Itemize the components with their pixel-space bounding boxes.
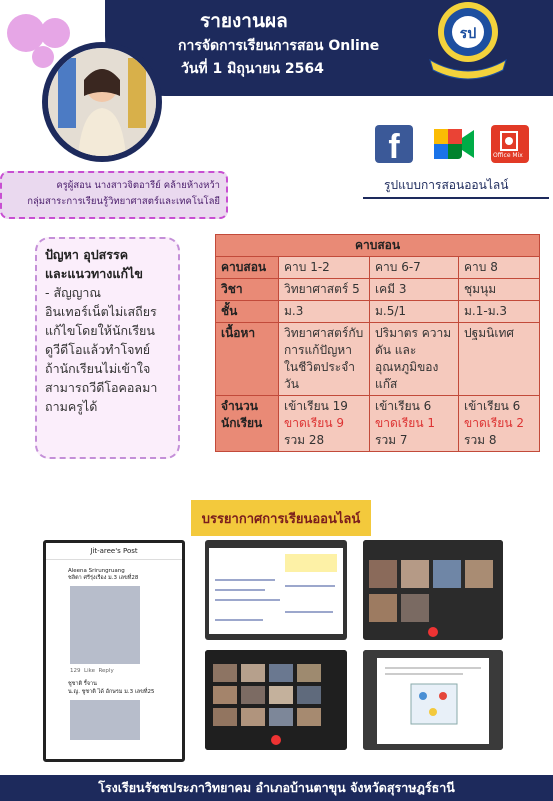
commenter-name: ชูชาติ รี้จาน: [68, 681, 97, 687]
teacher-name: ครูผู้สอน นางสาวจิตอารีย์ คล้ายห้างหว้า: [56, 180, 220, 191]
screenshot-video-call: [363, 540, 503, 640]
table-header: คาบสอน: [216, 235, 540, 257]
problem-heading: และแนวทางแก้ไข: [45, 266, 143, 281]
svg-text:f: f: [388, 128, 400, 163]
problem-line: อินเทอร์เน็ตไม่เสถียร: [45, 304, 157, 319]
total-count: รวม 7: [375, 433, 408, 447]
table-row: [216, 301, 540, 323]
table-cell: คาบ 1-2: [279, 257, 370, 279]
school-logo: [425, 0, 511, 80]
problem-line: ถ้านักเรียนไม่เข้าใจ: [45, 361, 151, 376]
row-label: ชั้น: [216, 301, 279, 323]
table-cell: วิทยาศาสตร์ 5: [279, 279, 370, 301]
problem-line: ดูวีดีโอแล้วทำโจทย์: [45, 342, 151, 357]
lesson-table: [215, 234, 540, 452]
absent-count: ขาดเรียน 2: [464, 416, 524, 430]
absent-count: ขาดเรียน 9: [284, 416, 344, 430]
table-row: [216, 257, 540, 279]
row-label: คาบสอน: [216, 257, 279, 279]
screenshot-whiteboard: [205, 540, 347, 640]
table-cell: ม.3: [279, 301, 370, 323]
report-date: วันที่ 1 มิถุนายน 2564: [181, 61, 324, 77]
table-row: [216, 396, 540, 452]
table-cell: [370, 396, 459, 452]
absent-count: ขาดเรียน 1: [375, 416, 435, 430]
table-cell: คาบ 8: [459, 257, 540, 279]
page-title: รายงานผล: [200, 10, 288, 32]
reaction-count: 129: [70, 668, 81, 674]
present-count: เข้าเรียน 6: [375, 399, 432, 413]
table-cell: เคมี 3: [370, 279, 459, 301]
footer-school-name: โรงเรียนรัชชประภาวิทยาคม อำเภอบ้านตาขุน จังหวัดสุราษฎร์ธานี: [0, 775, 553, 801]
comment-text: น.ญ. ชูชาติ ได้ อักษรม ม.3 เลขที่25: [68, 689, 155, 695]
table-cell: คาบ 6-7: [370, 257, 459, 279]
problem-heading: ปัญหา อุปสรรค: [45, 247, 129, 262]
screenshot-document: [363, 650, 503, 750]
reaction-bar: [46, 664, 182, 674]
post-title: Jit-aree's Post: [46, 543, 182, 560]
table-cell: [279, 396, 370, 452]
table-row: [216, 323, 540, 396]
online-format-label: รูปแบบการสอนออนไลน์: [384, 178, 509, 192]
commenter-name: Aleena Srirungruang: [68, 568, 125, 574]
reply-link[interactable]: Reply: [98, 668, 114, 674]
table-cell: ปฐมนิเทศ: [459, 323, 540, 396]
table-cell: ม.5/1: [370, 301, 459, 323]
svg-text:รป: รป: [459, 26, 477, 42]
office-mix-label: Office Mix: [493, 152, 523, 159]
teacher-photo: [48, 48, 156, 156]
screenshot-facebook-post: [43, 540, 185, 762]
table-cell: ชุมนุม: [459, 279, 540, 301]
comment-text: ชลิตา ศรีรุ่งเรือง ม.3 เลขที่28: [68, 575, 139, 581]
row-label: วิชา: [216, 279, 279, 301]
total-count: รวม 28: [284, 433, 325, 447]
atmosphere-banner: บรรยากาศการเรียนออนไลน์: [191, 500, 371, 536]
facebook-icon: [375, 125, 413, 163]
row-label: จำนวน นักเรียน: [216, 396, 279, 452]
problem-line: - สัญญาณ: [45, 285, 102, 300]
office-mix-icon: [491, 125, 529, 163]
table-cell: วิทยาศาสตร์กับการแก้ปัญหาในชีวิตประจำวัน: [279, 323, 370, 396]
table-cell: ม.1-ม.3: [459, 301, 540, 323]
divider: [363, 197, 549, 199]
problem-line: แก้ไขโดยให้นักเรียน: [45, 323, 155, 338]
problem-line: สามารถวีดีโอคอลมา: [45, 380, 158, 395]
teacher-department: กลุ่มสาระการเรียนรู้วิทยาศาสตร์และเทคโนโลยี: [27, 196, 220, 207]
present-count: เข้าเรียน 19: [284, 399, 348, 413]
decor-bubble: [32, 46, 54, 68]
teacher-info: [0, 171, 228, 219]
decor-bubble: [40, 18, 70, 48]
present-count: เข้าเรียน 6: [464, 399, 521, 413]
row-label: เนื้อหา: [216, 323, 279, 396]
table-cell: [459, 396, 540, 452]
page-subtitle: การจัดการเรียนการสอน Online: [178, 38, 380, 54]
problem-box: [35, 237, 180, 459]
problem-line: ถามครูได้: [45, 399, 98, 414]
google-meet-icon: [432, 125, 470, 163]
comment-image: [70, 700, 140, 740]
like-link[interactable]: Like: [84, 668, 95, 674]
comment-image: [70, 586, 140, 664]
table-row: [216, 279, 540, 301]
table-cell: ปริมาตร ความดัน และอุณหภูมิของแก๊ส: [370, 323, 459, 396]
screenshot-video-grid: [205, 650, 347, 750]
total-count: รวม 8: [464, 433, 497, 447]
